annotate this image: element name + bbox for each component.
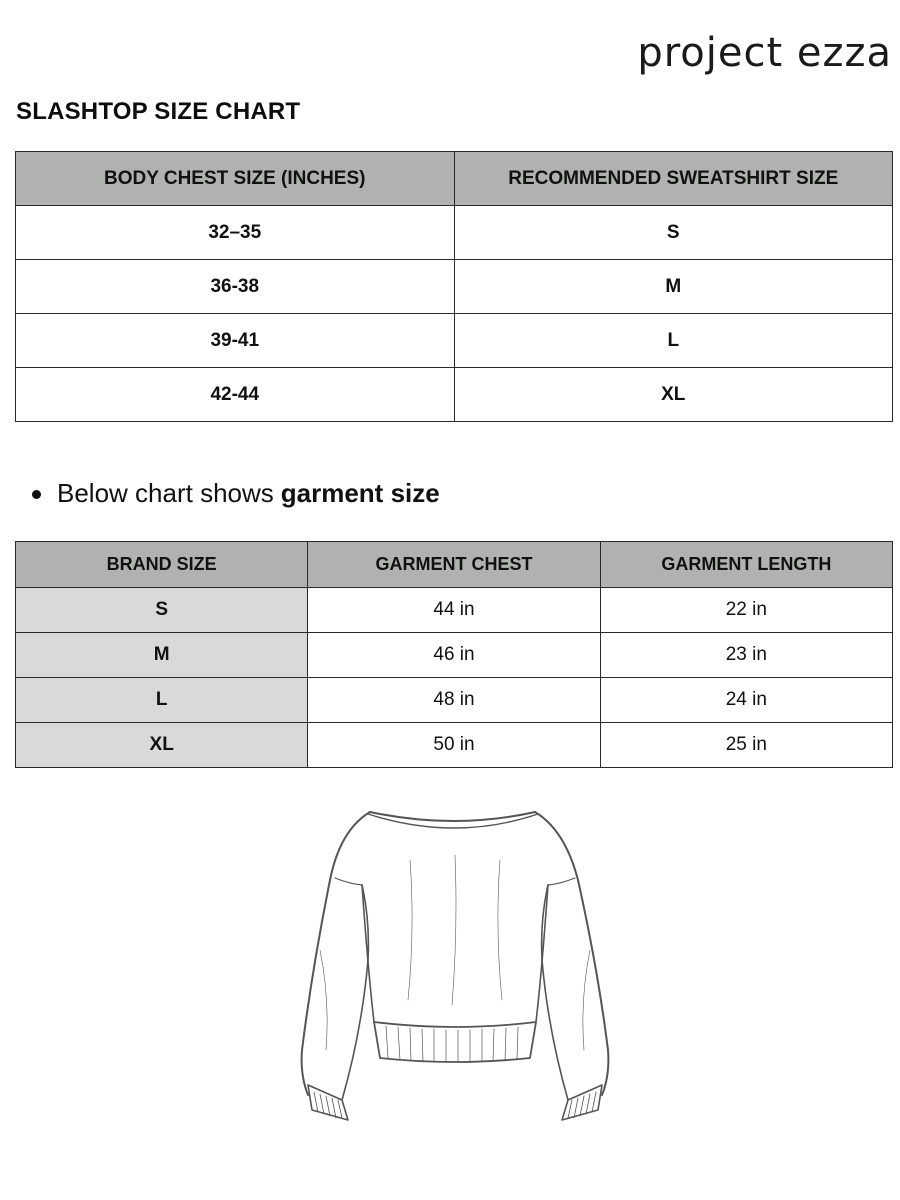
bullet-dot-icon	[32, 490, 41, 499]
brand-size-cell: M	[16, 633, 308, 678]
header-brand-size: BRAND SIZE	[16, 542, 308, 588]
garment-chest-cell: 46 in	[308, 633, 600, 678]
table-row	[16, 633, 893, 678]
table-row	[16, 368, 893, 422]
garment-length-cell: 25 in	[600, 723, 892, 768]
garment-chest-cell: 48 in	[308, 678, 600, 723]
table-row	[16, 723, 893, 768]
page-title: SLASHTOP SIZE CHART	[16, 98, 301, 125]
body-chest-cell: 42-44	[16, 368, 455, 422]
header-recommended-size: RECOMMENDED SWEATSHIRT SIZE	[454, 152, 893, 206]
header-body-chest: BODY CHEST SIZE (INCHES)	[16, 152, 455, 206]
table-row	[16, 260, 893, 314]
recommended-size-cell: XL	[454, 368, 893, 422]
sweatshirt-sketch-icon	[290, 800, 620, 1130]
note-emphasis: garment size	[280, 478, 440, 508]
recommended-size-cell: L	[454, 314, 893, 368]
table-header-row	[16, 152, 893, 206]
garment-length-cell: 22 in	[600, 588, 892, 633]
note-text: Below chart shows	[57, 478, 274, 508]
body-chest-cell: 39-41	[16, 314, 455, 368]
body-chest-cell: 32–35	[16, 206, 455, 260]
table-row	[16, 588, 893, 633]
brand-size-cell: S	[16, 588, 308, 633]
header-garment-chest: GARMENT CHEST	[308, 542, 600, 588]
table-row	[16, 678, 893, 723]
garment-chest-cell: 50 in	[308, 723, 600, 768]
brand-logo: project ezza	[637, 30, 892, 76]
recommended-size-cell: S	[454, 206, 893, 260]
body-size-table	[15, 151, 893, 422]
body-chest-cell: 36-38	[16, 260, 455, 314]
garment-chest-cell: 44 in	[308, 588, 600, 633]
header-garment-length: GARMENT LENGTH	[600, 542, 892, 588]
brand-size-cell: XL	[16, 723, 308, 768]
brand-size-cell: L	[16, 678, 308, 723]
recommended-size-cell: M	[454, 260, 893, 314]
garment-length-cell: 24 in	[600, 678, 892, 723]
garment-length-cell: 23 in	[600, 633, 892, 678]
table-row	[16, 206, 893, 260]
table-row	[16, 314, 893, 368]
garment-size-table	[15, 541, 893, 768]
garment-size-note	[32, 478, 440, 509]
table-header-row	[16, 542, 893, 588]
